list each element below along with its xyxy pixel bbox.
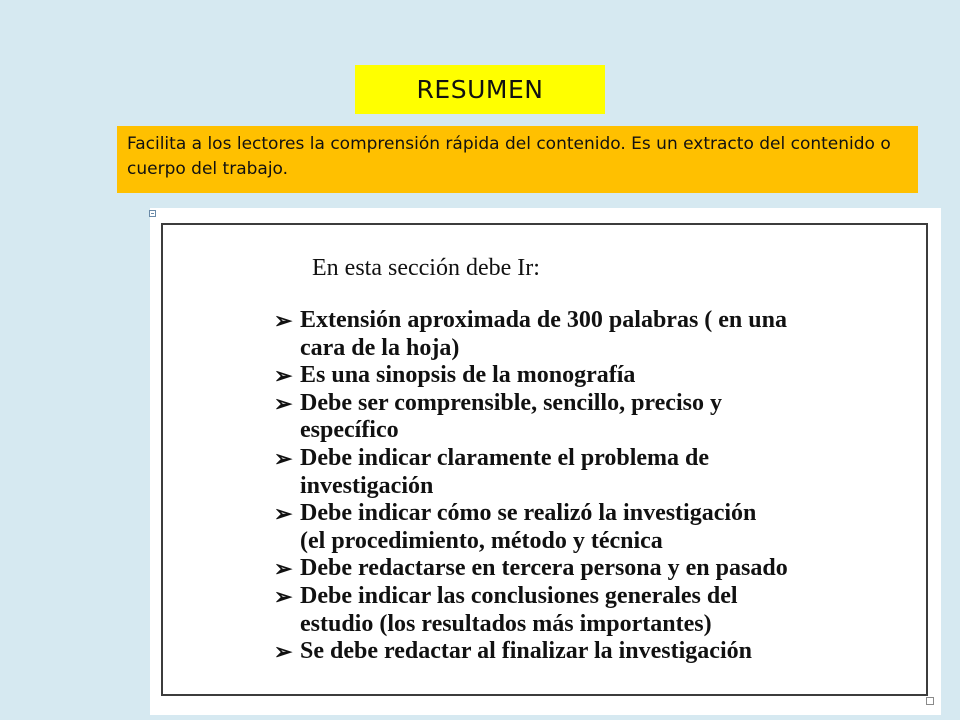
bullet-text [300,638,752,666]
bullet-item [274,555,788,583]
slide-title: RESUMEN [416,75,544,104]
bullet-text [300,500,756,555]
bullet-text [300,555,788,583]
arrow-bullet-icon: ➢ [274,445,293,471]
arrow-bullet-icon: ➢ [274,583,293,609]
bullet-item [274,307,788,362]
arrow-bullet-icon: ➢ [274,501,293,527]
bullet-text-line: investigación [300,472,434,499]
bullet-item [274,500,788,555]
summary-box [117,126,918,193]
bullet-item [274,362,788,390]
arrow-bullet-icon: ➢ [274,390,293,416]
resize-handle-icon[interactable] [926,697,934,705]
bullet-text-line: Debe ser comprensible, sencillo, preciso y [300,389,722,416]
bullet-text-line: Debe redactarse en tercera persona y en pasado [300,555,788,582]
bullet-item [274,638,788,666]
arrow-bullet-icon: ➢ [274,308,293,333]
bullet-text-line: cara de la hoja) [300,334,460,361]
bullet-item [274,583,788,638]
image-anchor-icon[interactable] [149,210,156,217]
bullet-text [300,362,635,390]
bullet-text-line: Se debe redactar al finalizar la investigación [300,638,752,665]
summary-text: Facilita a los lectores la comprensión rápida del contenido. Es un extracto del contenido o cuerpo del trabajo. [127,134,891,179]
arrow-bullet-icon: ➢ [274,556,293,582]
bullet-item [274,445,788,500]
arrow-bullet-icon: ➢ [274,363,293,389]
bullet-text-line: (el procedimiento, método y técnica [300,527,663,554]
bullet-text-line: Es una sinopsis de la monografía [300,362,636,389]
bullet-text-line: Debe indicar cómo se realizó la investigación [300,500,757,527]
bullet-text-line: estudio (los resultados más importantes) [300,610,712,637]
bullet-text [300,583,738,638]
bullet-text [300,307,787,362]
embedded-image[interactable] [150,208,941,715]
arrow-bullet-icon: ➢ [274,639,293,665]
bullet-text-line: Debe indicar las conclusiones generales del [300,582,738,609]
image-frame [161,223,928,696]
bullet-text-line: Extensión aproximada de 300 palabras ( en una [300,307,787,333]
image-heading: En esta sección debe Ir: [312,255,540,281]
bullet-list [274,307,788,666]
bullet-item [274,390,788,445]
bullet-text-line: Debe indicar claramente el problema de [300,444,710,471]
slide-title-box [355,65,605,114]
bullet-text-line: específico [300,417,399,444]
bullet-text [300,390,722,445]
bullet-text [300,445,709,500]
